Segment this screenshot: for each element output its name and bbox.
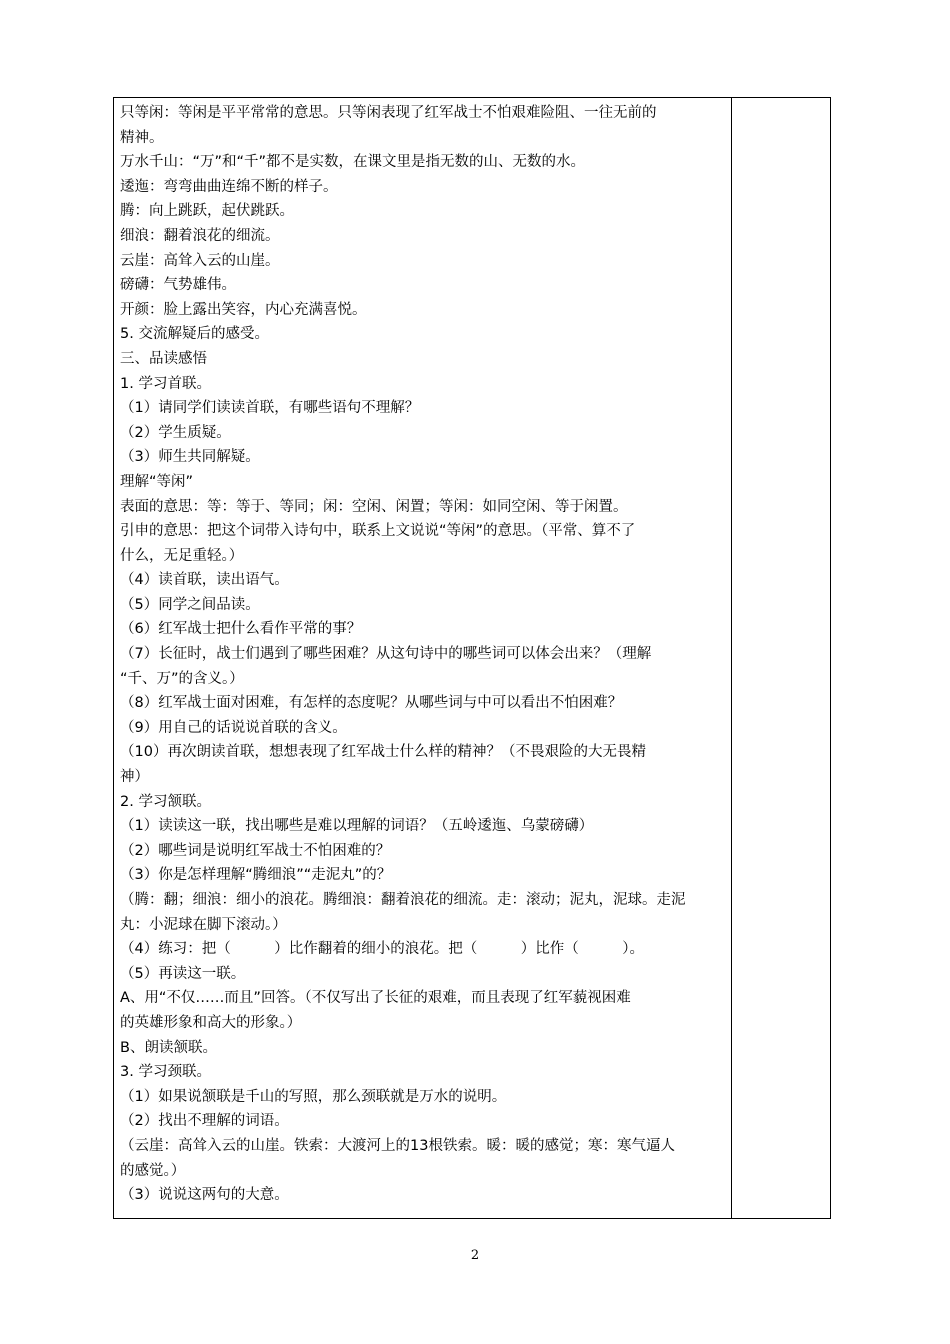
text-line: 云崖：高耸入云的山崖。 bbox=[120, 252, 280, 269]
column-divider bbox=[731, 98, 732, 1218]
text-line: 开颜：脸上露出笑容，内心充满喜悦。 bbox=[120, 301, 367, 318]
text-line: 磅礴：气势雄伟。 bbox=[120, 277, 236, 294]
text-line: 精神。 bbox=[120, 129, 164, 146]
text-line: 3. 学习颈联。 bbox=[120, 1064, 211, 1081]
text-line: 1. 学习首联。 bbox=[120, 375, 211, 392]
text-line: 腾：向上跳跃，起伏跳跃。 bbox=[120, 203, 294, 220]
text-line: （8）红军战士面对困难，有怎样的态度呢？从哪些词与中可以看出不怕困难？ bbox=[120, 695, 623, 712]
text-line: （10）再次朗读首联，想想表现了红军战士什么样的精神？（不畏艰险的大无畏精 bbox=[120, 744, 646, 761]
text-line: （2）学生质疑。 bbox=[120, 424, 231, 441]
text-line: 只等闲：等闲是平平常常的意思。只等闲表现了红军战士不怕艰难险阻、一往无前的 bbox=[120, 105, 657, 121]
text-line: （6）红军战士把什么看作平常的事？ bbox=[120, 621, 362, 638]
text-line: 5. 交流解疑后的感受。 bbox=[120, 326, 269, 343]
text-line: 引申的意思：把这个词带入诗句中，联系上文说说“等闲”的意思。（平常、算不了 bbox=[120, 523, 636, 540]
text-line: 2. 学习颔联。 bbox=[120, 793, 211, 810]
text-line: （4）读首联，读出语气。 bbox=[120, 572, 289, 589]
text-line: （7）长征时，战士们遇到了哪些困难？从这句诗中的哪些词可以体会出来？（理解 bbox=[120, 646, 652, 663]
text-line: 的英雄形象和高大的形象。） bbox=[120, 1014, 302, 1031]
text-line: B、朗读颔联。 bbox=[120, 1039, 217, 1056]
lesson-table bbox=[113, 97, 831, 1219]
text-line: 理解“等闲” bbox=[120, 473, 194, 490]
text-line: （4）练习：把（ ）比作翻着的细小的浪花。把（ ）比作（ ）。 bbox=[120, 941, 644, 958]
text-line: A、用“不仅……而且”回答。（不仅写出了长征的艰难，而且表现了红军藐视困难 bbox=[120, 990, 631, 1007]
text-line: （9）用自己的话说说首联的含义。 bbox=[120, 719, 347, 736]
text-line: 的感觉。） bbox=[120, 1162, 186, 1179]
text-line: 表面的意思：等：等于、等同；闲：空闲、闲置；等闲：如同空闲、等于闲置。 bbox=[120, 498, 628, 515]
text-line: （云崖：高耸入云的山崖。铁索：大渡河上的13根铁索。暖：暖的感觉；寒：寒气逼人 bbox=[120, 1137, 675, 1154]
lesson-content-cell bbox=[120, 101, 726, 1208]
text-line: 细浪：翻着浪花的细流。 bbox=[120, 227, 280, 244]
text-line: （1）读读这一联，找出哪些是难以理解的词语？（五岭逶迤、乌蒙磅礴） bbox=[120, 818, 594, 835]
text-line: 逶迤：弯弯曲曲连绵不断的样子。 bbox=[120, 178, 338, 195]
text-line: （1）如果说颔联是千山的写照，那么颈联就是万水的说明。 bbox=[120, 1088, 507, 1105]
text-line: （2）哪些词是说明红军战士不怕困难的？ bbox=[120, 842, 391, 859]
text-line: 神） bbox=[120, 769, 149, 786]
text-line: （5）再读这一联。 bbox=[120, 965, 246, 982]
text-line: （腾：翻；细浪：细小的浪花。腾细浪：翻着浪花的细流。走：滚动；泥丸，泥球。走泥 bbox=[120, 892, 686, 908]
text-line: （3）你是怎样理解“腾细浪”“走泥丸”的？ bbox=[120, 867, 392, 884]
text-line: 丸：小泥球在脚下滚动。） bbox=[120, 916, 287, 933]
text-line: （3）说说这两句的大意。 bbox=[120, 1187, 289, 1204]
section-heading: 三、品读感悟 bbox=[120, 350, 207, 367]
page-number: 2 bbox=[470, 1248, 480, 1263]
text-line: （2）找出不理解的词语。 bbox=[120, 1113, 289, 1130]
text-line: 什么，无足重轻。） bbox=[120, 547, 244, 564]
text-line: （5）同学之间品读。 bbox=[120, 596, 260, 613]
text-line: 万水千山：“万”和“千”都不是实数，在课文里是指无数的山、无数的水。 bbox=[120, 154, 586, 171]
text-line: （3）师生共同解疑。 bbox=[120, 449, 260, 466]
text-line: “千、万”的含义。） bbox=[120, 670, 244, 687]
text-line: （1）请同学们读读首联，有哪些语句不理解？ bbox=[120, 400, 420, 417]
